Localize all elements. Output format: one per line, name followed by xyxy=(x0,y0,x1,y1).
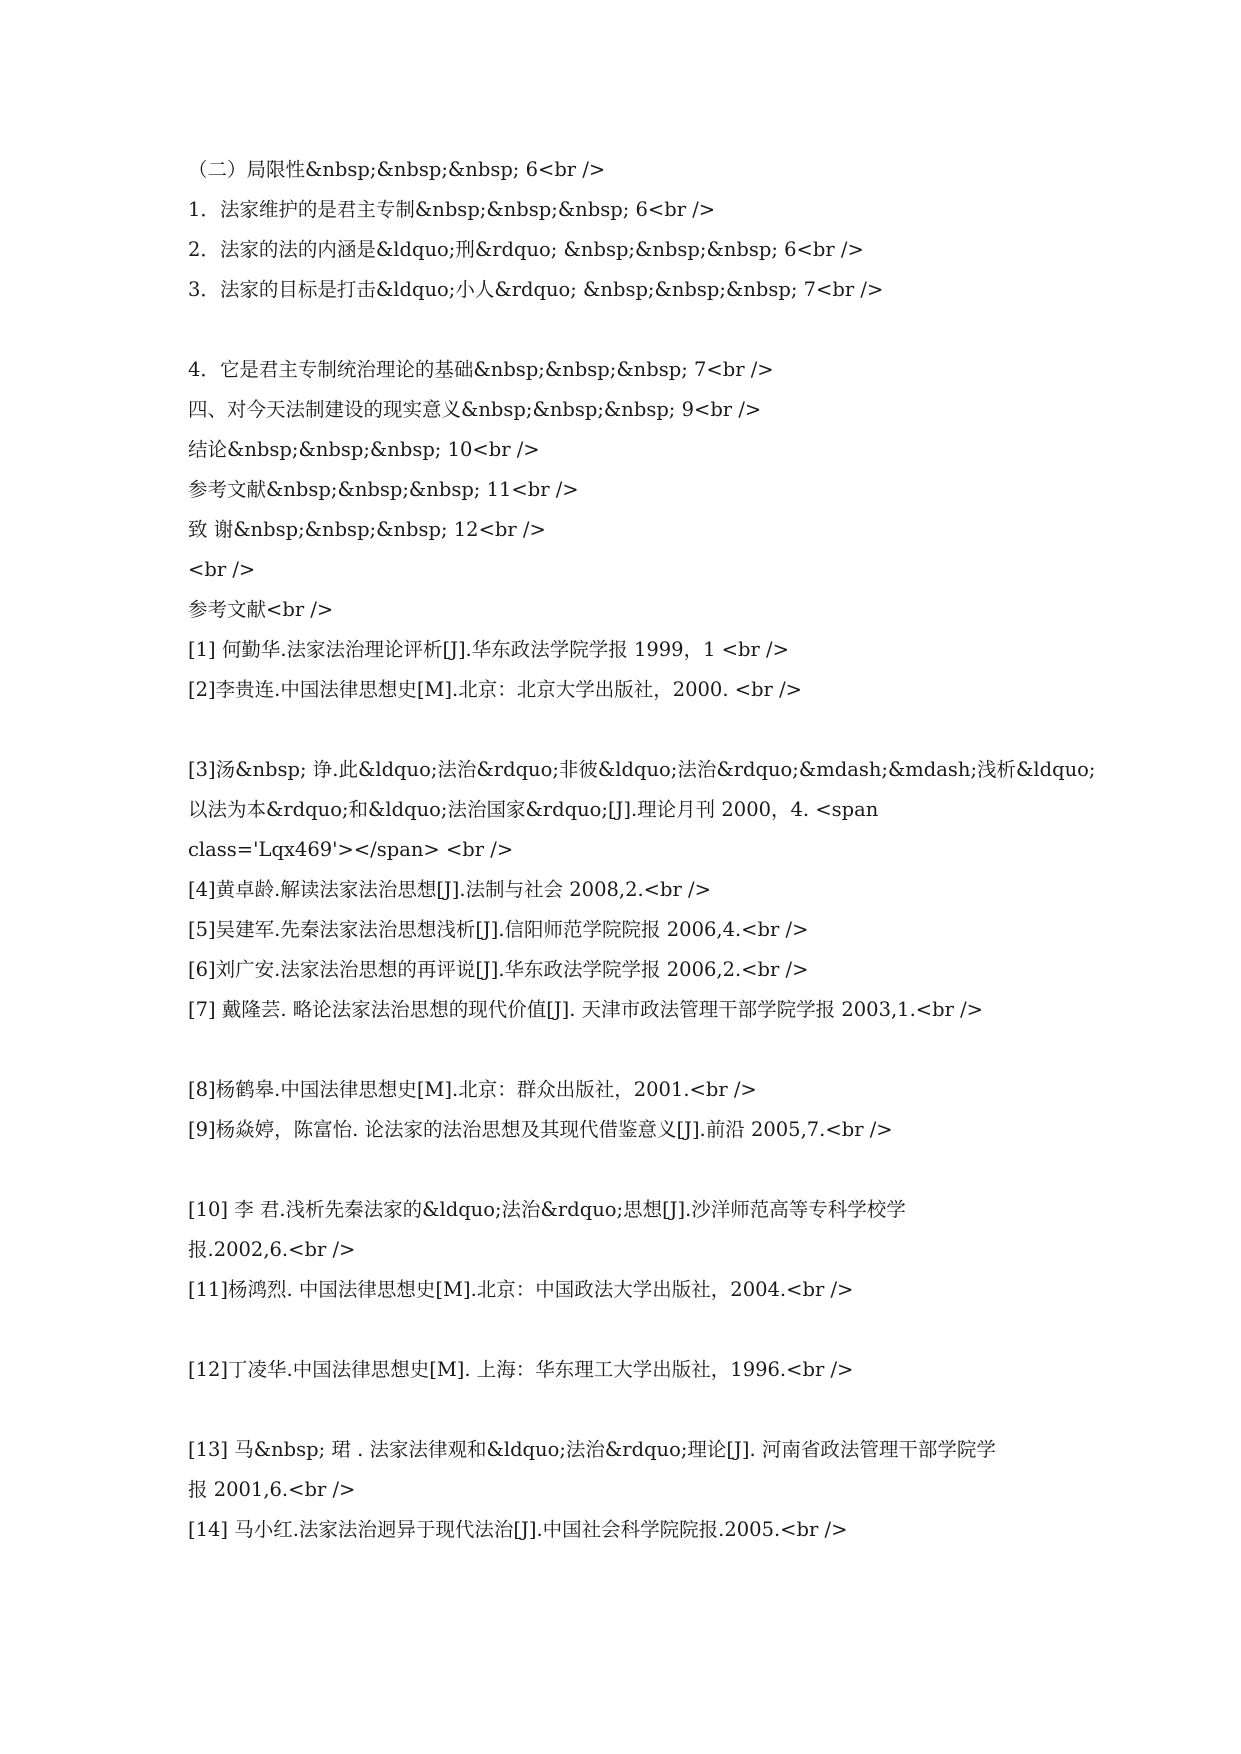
reference-1: [1] 何勤华.法家法治理论评析[J].华东政法学院学报 1999，1 <br /> xyxy=(188,638,789,661)
reference-4: [4]黄卓龄.解读法家法治思想[J].法制与社会 2008,2.<br /> xyxy=(188,878,711,901)
reference-12: [12]丁凌华.中国法律思想史[M]. 上海：华东理工大学出版社，1996.<br /> xyxy=(188,1358,854,1381)
reference-8: [8]杨鹤皋.中国法律思想史[M].北京：群众出版社，2001.<br /> xyxy=(188,1078,757,1101)
reference-9: [9]杨焱婷，陈富怡. 论法家的法治思想及其现代借鉴意义[J].前沿 2005,7.<br /> xyxy=(188,1118,893,1141)
toc-entry-2: 2．法家的法的内涵是&ldquo;刑&rdquo; &nbsp;&nbsp;&nbsp; 6<br /> xyxy=(188,238,864,261)
toc-entry-3: 3．法家的目标是打击&ldquo;小人&rdquo; &nbsp;&nbsp;&nbsp; 7<br /> xyxy=(188,278,884,301)
toc-entry-references: 参考文献&nbsp;&nbsp;&nbsp; 11<br /> xyxy=(188,478,579,501)
reference-14: [14] 马小红.法家法治迥异于现代法治[J].中国社会科学院院报.2005.<br /> xyxy=(188,1518,848,1541)
toc-entry-significance: 四、对今天法制建设的现实意义&nbsp;&nbsp;&nbsp; 9<br /> xyxy=(188,398,762,421)
reference-11: [11]杨鸿烈. 中国法律思想史[M].北京：中国政法大学出版社，2004.<br /> xyxy=(188,1278,854,1301)
reference-13-line-1: [13] 马&nbsp; 珺 . 法家法律观和&ldquo;法治&rdquo;理论[J]. 河南省政法管理干部学院学 xyxy=(188,1438,996,1461)
reference-13-line-2: 报 2001,6.<br /> xyxy=(188,1478,356,1501)
reference-2: [2]李贵连.中国法律思想史[M].北京：北京大学出版社，2000. <br /> xyxy=(188,678,802,701)
toc-entry-acknowledgements: 致 谢&nbsp;&nbsp;&nbsp; 12<br /> xyxy=(188,518,546,541)
toc-entry-1: 1．法家维护的是君主专制&nbsp;&nbsp;&nbsp; 6<br /> xyxy=(188,198,716,221)
toc-entry-4: 4．它是君主专制统治理论的基础&nbsp;&nbsp;&nbsp; 7<br /> xyxy=(188,358,774,381)
reference-7: [7] 戴隆芸. 略论法家法治思想的现代价值[J]. 天津市政法管理干部学院学报 2003,1.<br /> xyxy=(188,998,984,1021)
toc-entry-limitations: （二）局限性&nbsp;&nbsp;&nbsp; 6<br /> xyxy=(188,158,606,181)
reference-5: [5]吴建军.先秦法家法治思想浅析[J].信阳师范学院院报 2006,4.<br /> xyxy=(188,918,809,941)
reference-3-line-2: 以法为本&rdquo;和&ldquo;法治国家&rdquo;[J].理论月刊 2000，4. <span xyxy=(188,798,879,821)
reference-6: [6]刘广安.法家法治思想的再评说[J].华东政法学院学报 2006,2.<br /> xyxy=(188,958,809,981)
reference-3-line-1: [3]汤&nbsp; 诤.此&ldquo;法治&rdquo;非彼&ldquo;法治&rdquo;&mdash;&mdash;浅析&ldquo; xyxy=(188,758,1096,781)
reference-10-line-1: [10] 李 君.浅析先秦法家的&ldquo;法治&rdquo;思想[J].沙洋师范高等专科学校学 xyxy=(188,1198,906,1221)
reference-3-line-3: class='Lqx469'></span> <br /> xyxy=(188,838,514,861)
references-heading: 参考文献<br /> xyxy=(188,598,334,621)
break-line: <br /> xyxy=(188,558,256,581)
toc-entry-conclusion: 结论&nbsp;&nbsp;&nbsp; 10<br /> xyxy=(188,438,540,461)
reference-10-line-2: 报.2002,6.<br /> xyxy=(188,1238,356,1261)
